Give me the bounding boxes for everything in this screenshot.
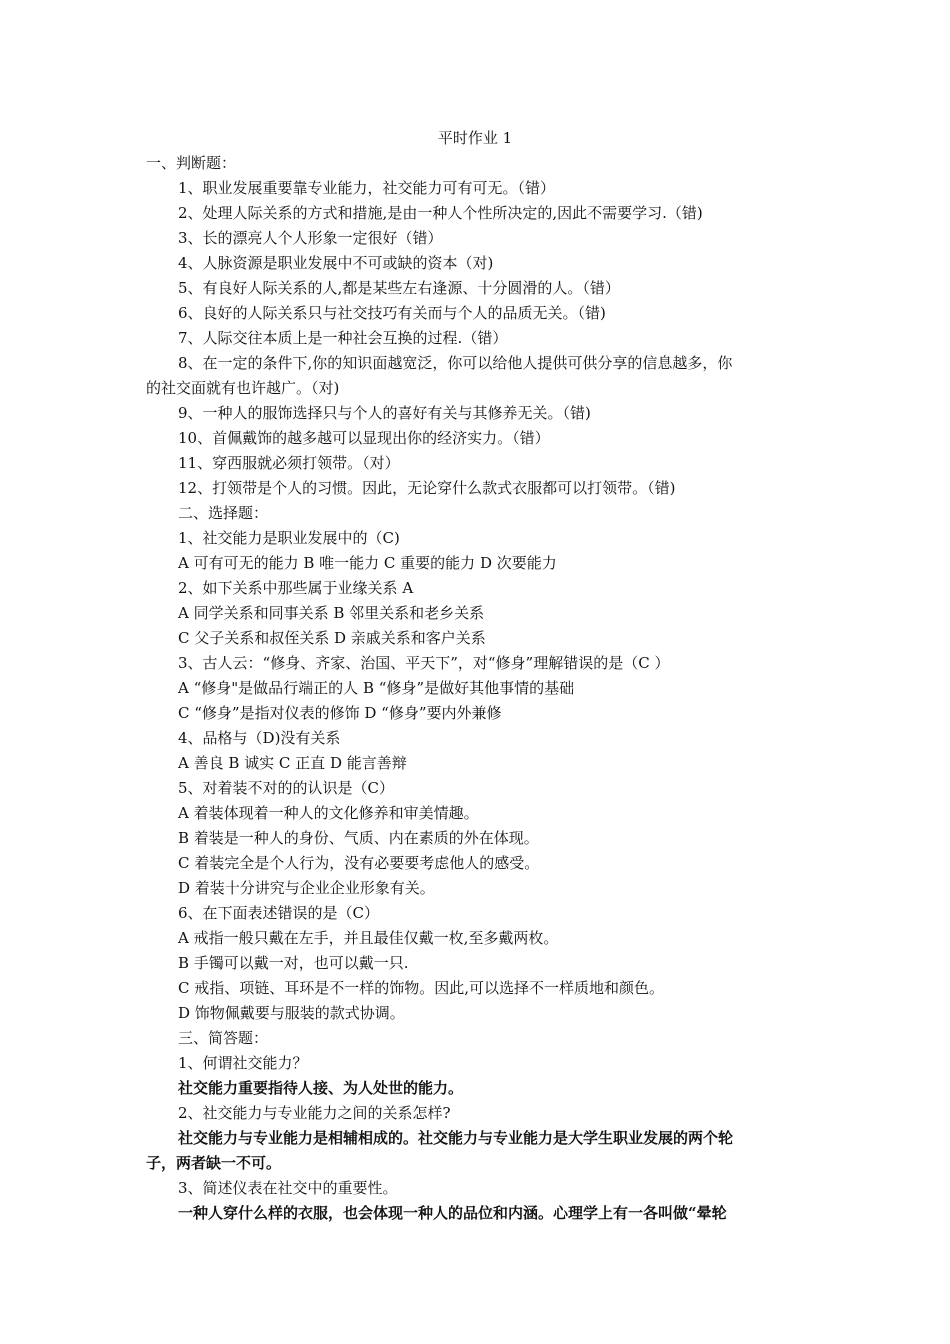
section-heading-judge: 一、判断题： bbox=[146, 154, 237, 172]
choice-question: 2、如下关系中那些属于业缘关系 A bbox=[178, 579, 414, 597]
judge-item: 12、打领带是个人的习惯。因此，无论穿什么款式衣服都可以打领带。（错) bbox=[178, 479, 676, 497]
judge-item: 2、处理人际关系的方式和措施,是由一种人个性所决定的,因此不需要学习.（错) bbox=[178, 204, 703, 222]
choice-options: A 善良 B 诚实 C 正直 D 能言善辩 bbox=[178, 754, 407, 772]
choice-option: A 戒指一般只戴在左手，并且最佳仅戴一枚,至多戴两枚。 bbox=[178, 929, 559, 947]
judge-item: 7、人际交往本质上是一种社会互换的过程.（错） bbox=[178, 329, 508, 347]
judge-item: 8、在一定的条件下,你的知识面越宽泛，你可以给他人提供可供分享的信息越多，你 bbox=[178, 354, 733, 372]
judge-item: 6、良好的人际关系只与社交技巧有关而与个人的品质无关。（错) bbox=[178, 304, 606, 322]
choice-option: B 手镯可以戴一对，也可以戴一只. bbox=[178, 954, 409, 972]
choice-options: C “修身”是指对仪表的修饰 D “修身”要内外兼修 bbox=[178, 704, 502, 722]
choice-question: 5、对着装不对的的认识是（C） bbox=[178, 779, 395, 797]
judge-item: 3、长的漂亮人个人形象一定很好（错） bbox=[178, 229, 443, 247]
short-question: 2、社交能力与专业能力之间的关系怎样? bbox=[178, 1104, 451, 1122]
short-question: 3、简述仪表在社交中的重要性。 bbox=[178, 1179, 398, 1197]
choice-option: C 戒指、项链、耳环是不一样的饰物。因此,可以选择不一样质地和颜色。 bbox=[178, 979, 665, 997]
choice-options: A 同学关系和同事关系 B 邻里关系和老乡关系 bbox=[178, 604, 485, 622]
choice-question: 4、品格与（D)没有关系 bbox=[178, 729, 341, 747]
short-answer: 一种人穿什么样的衣服，也会体现一种人的品位和内涵。心理学上有一各叫做“晕轮 bbox=[178, 1204, 727, 1222]
judge-item: 4、人脉资源是职业发展中不可或缺的资本（对) bbox=[178, 254, 494, 272]
judge-item: 9、一种人的服饰选择只与个人的喜好有关与其修养无关。（错) bbox=[178, 404, 591, 422]
short-answer-continuation: 子，两者缺一不可。 bbox=[146, 1154, 282, 1172]
choice-question: 3、古人云：“修身、齐家、治国、平天下”，对“修身”理解错误的是（C ） bbox=[178, 654, 670, 672]
choice-options: C 父子关系和叔侄关系 D 亲戚关系和客户关系 bbox=[178, 629, 486, 647]
short-answer: 社交能力与专业能力是相辅相成的。社交能力与专业能力是大学生职业发展的两个轮 bbox=[178, 1129, 734, 1147]
judge-item: 1、职业发展重要靠专业能力，社交能力可有可无。（错） bbox=[178, 179, 556, 197]
choice-options: A 可有可无的能力 B 唯一能力 C 重要的能力 D 次要能力 bbox=[178, 554, 557, 572]
short-answer: 社交能力重要指待人接、为人处世的能力。 bbox=[178, 1079, 464, 1097]
choice-question: 1、社交能力是职业发展中的（C) bbox=[178, 529, 400, 547]
page-title: 平时作业 1 bbox=[437, 129, 513, 147]
choice-option: D 饰物佩戴要与服装的款式协调。 bbox=[178, 1004, 405, 1022]
choice-question: 6、在下面表述错误的是（C） bbox=[178, 904, 380, 922]
choice-option: A 着装体现着一种人的文化修养和审美情趣。 bbox=[178, 804, 479, 822]
short-question: 1、何谓社交能力？ bbox=[178, 1054, 308, 1072]
section-heading-short: 三、简答题： bbox=[178, 1029, 269, 1047]
judge-item: 11、穿西服就必须打领带。（对） bbox=[178, 454, 400, 472]
judge-item-continuation: 的社交面就有也许越广。（对) bbox=[146, 379, 340, 397]
choice-options: A “修身"是做品行端正的人 B “修身”是做好其他事情的基础 bbox=[178, 679, 575, 697]
choice-option: B 着装是一种人的身份、气质、内在素质的外在体现。 bbox=[178, 829, 539, 847]
judge-item: 5、有良好人际关系的人,都是某些左右逢源、十分圆滑的人。（错） bbox=[178, 279, 620, 297]
judge-item: 10、首佩戴饰的越多越可以显现出你的经济实力。（错） bbox=[178, 429, 550, 447]
section-heading-choice: 二、选择题： bbox=[178, 504, 269, 522]
choice-option: D 着装十分讲究与企业企业形象有关。 bbox=[178, 879, 435, 897]
choice-option: C 着装完全是个人行为，没有必要要考虑他人的感受。 bbox=[178, 854, 540, 872]
